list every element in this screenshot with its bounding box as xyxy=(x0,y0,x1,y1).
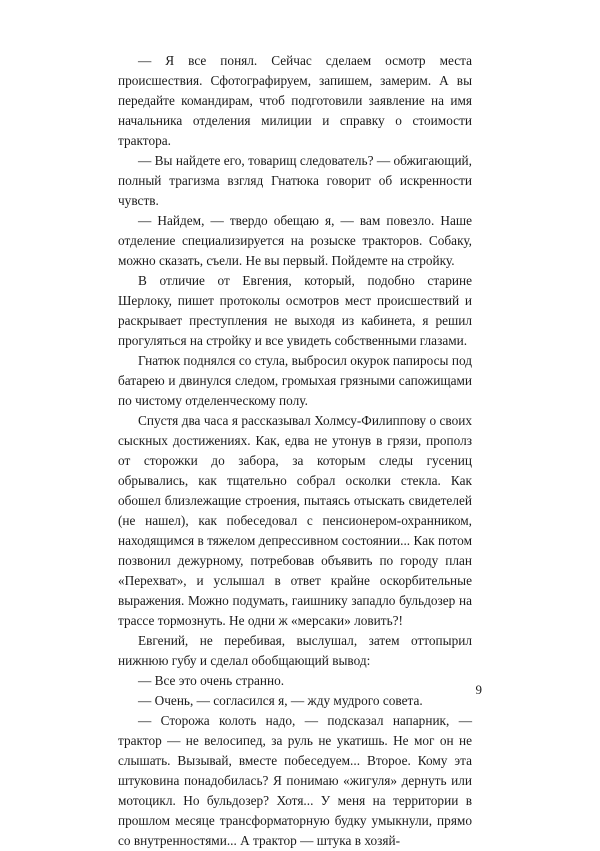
paragraph-7: Евгений, не перебивая, выслушал, затем оттопырил нижнюю губу и сделал обобщающий вывод: xyxy=(118,633,472,668)
paragraph-1: — Я все понял. Сейчас сделаем осмотр места происшествия. Сфотографируем, запишем, замерим. А вы передайте командирам, чтоб подготовили заявление на имя начальника отделения милиции и справку о стоимости трактора. xyxy=(118,53,472,148)
paragraph-10: — Сторожа колоть надо, — подсказал напарник, — трактор — не велосипед, за руль не укатишь. Не мог он не слышать. Вызывай, вместе побеседуем... Второе. Кому эта штуковина понадобилась? Я понимаю «жигуля» дернуть или мотоцикл. Но бульдозер? Хотя... У меня на территории в прошлом месяце трансформаторную будку умыкнули, прямо со внутренностями... А трактор — штука в хозяй- xyxy=(118,713,472,848)
paragraph-4: В отличие от Евгения, который, подобно старине Шерлоку, пишет протоколы осмотров мест происшествий и раскрывает преступления не выходя из кабинета, я решил прогуляться на стройку и все увидеть собственными глазами. xyxy=(118,273,472,348)
paragraph-9: — Очень, — согласился я, — жду мудрого совета. xyxy=(138,693,423,708)
paragraph-3: — Найдем, — твердо обещаю я, — вам повезло. Наше отделение специализируется на розыске тракторов. Собаку, можно сказать, съели. Не вы первый. Пойдемте на стройку. xyxy=(118,213,472,268)
paragraph-6: Спустя два часа я рассказывал Холмсу-Филиппову о своих сыскных достижениях. Как, едва не утонув в грязи, прополз от сторожки до забора, за которым следы гусениц обрывались, как тщательно собрал осколки стекла. Как обошел близлежащие строения, пытаясь отыскать свидетелей (не нашел), как побеседовал с пенсионером-охранником, находящимся в тяжелом депрессивном состоянии... Как потом позвонил дежурному, потребовав объявить по городу план «Перехват», и услышал в ответ крайне оскорбительные выражения. Можно подумать, гаишнику западло бульдозер на трассе тормознуть. Не одни ж «мерсаки» ловить?! xyxy=(118,413,472,628)
page-text xyxy=(118,51,472,851)
paragraph-2: — Вы найдете его, товарищ следователь? — обжигающий, полный трагизма взгляд Гнатюка говорит об искренности чувств. xyxy=(118,153,472,208)
page-number: 9 xyxy=(475,682,482,697)
paragraph-8: — Все это очень странно. xyxy=(138,673,285,688)
paragraph-5: Гнатюк поднялся со стула, выбросил окурок папиросы под батарею и двинулся следом, громыхая грязными сапожищами по чистому отделенческому полу. xyxy=(118,353,472,408)
